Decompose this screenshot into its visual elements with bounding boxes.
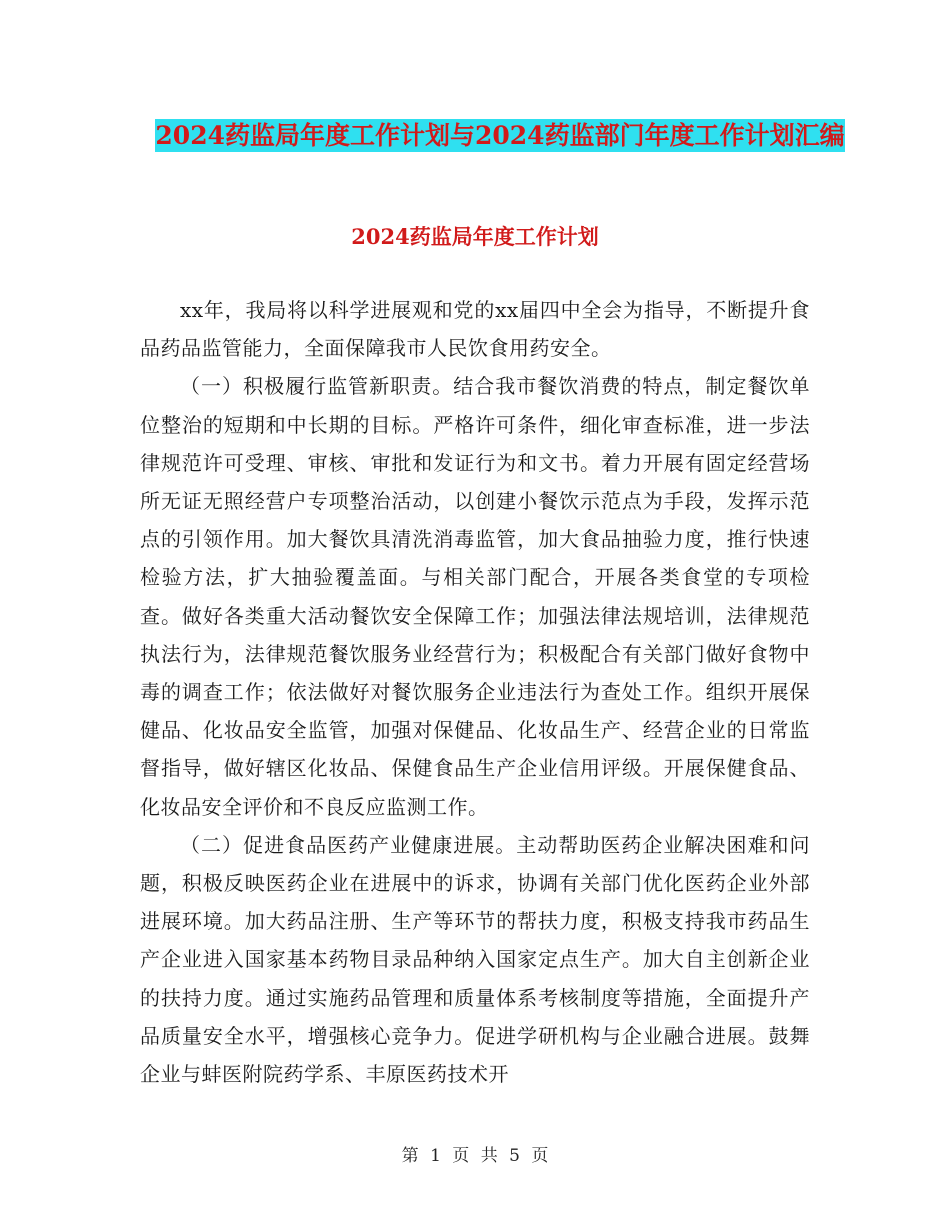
section-title: 2024药监局年度工作计划 — [351, 224, 599, 249]
document-title-text: 2024药监局年度工作计划与2024药监部门年度工作计划汇编 — [155, 121, 845, 150]
paragraph-item-1: （一）积极履行监管新职责。结合我市餐饮消费的特点，制定餐饮单位整治的短期和中长期的目标。严格许可条件，细化审查标准，进一步法律规范许可受理、审核、审批和发证行为和文书。着力开展有固定经营场所无证无照经营户专项整治活动，以创建小餐饮示范点为手段，发挥示范点的引领作用。加大餐饮具清洗消毒监管，加大食品抽验力度，推行快速检验方法，扩大抽验覆盖面。与相关部门配合，开展各类食堂的专项检查。做好各类重大活动餐饮安全保障工作；加强法律法规培训，法律规范执法行为，法律规范餐饮服务业经营行为；积极配合有关部门做好食物中毒的调查工作；依法做好对餐饮服务企业违法行为查处工作。组织开展保健品、化妆品安全监管，加强对保健品、化妆品生产、经营企业的日常监督指导，做好辖区化妆品、保健食品生产企业信用评级。开展保健食品、化妆品安全评价和不良反应监测工作。 — [140, 374, 810, 819]
page-number-footer: 第 1 页 共 5 页 — [401, 1146, 549, 1166]
paragraph-intro: xx年，我局将以科学进展观和党的xx届四中全会为指导，不断提升食品药品监管能力，全面保障我市人民饮食用药安全。 — [140, 298, 810, 361]
document-title — [140, 113, 860, 159]
paragraph-item-2: （二）促进食品医药产业健康进展。主动帮助医药企业解决困难和问题，积极反映医药企业在进展中的诉求，协调有关部门优化医药企业外部进展环境。加大药品注册、生产等环节的帮扶力度，积极支持我市药品生产企业进入国家基本药物目录品种纳入国家定点生产。加大自主创新企业的扶持力度。通过实施药品管理和质量体系考核制度等措施，全面提升产品质量安全水平，增强核心竞争力。促进学研机构与企业融合进展。鼓舞企业与蚌医附院药学系、丰原医药技术开 — [140, 832, 810, 1087]
document-body — [140, 291, 810, 1093]
